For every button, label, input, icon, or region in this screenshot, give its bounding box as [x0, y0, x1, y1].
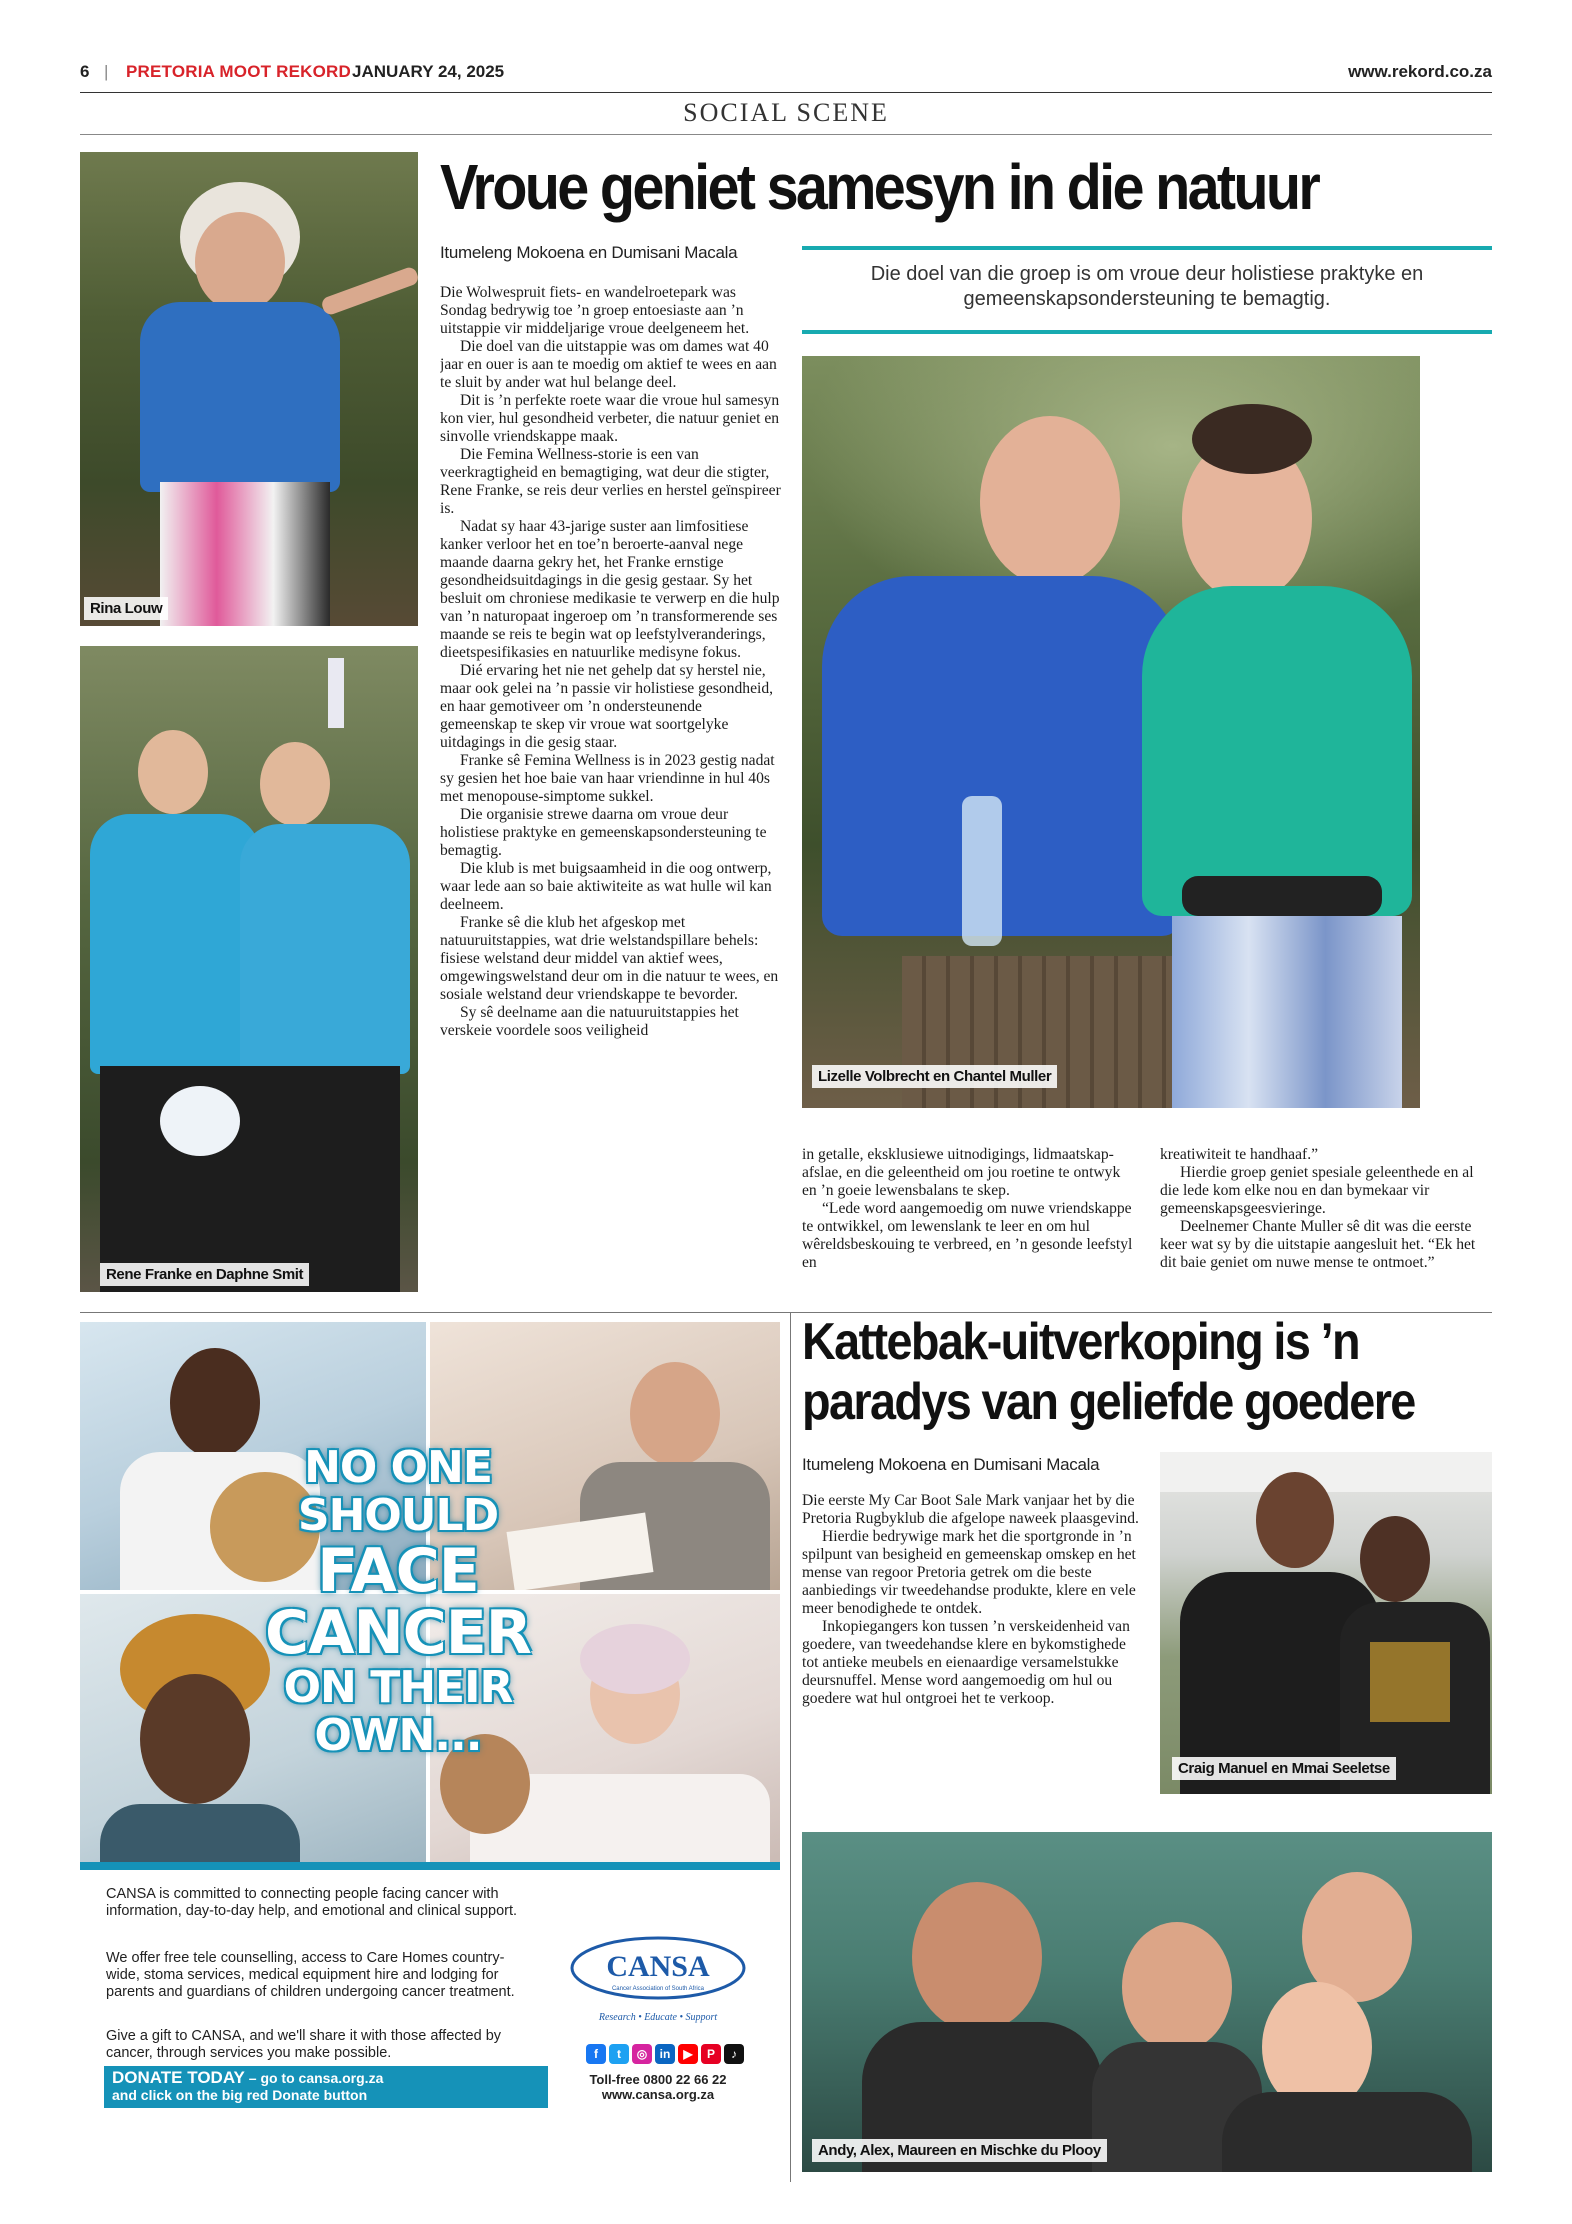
ad-paragraph: CANSA is committed to connecting people facing cancer with information, day-to-day help, and emotional and clinical support.	[106, 1886, 518, 1919]
article-paragraph: Dié ervaring het nie net gehelp dat sy herstel nie, maar ook gelei na ’n passie vir holistiese gesondheid, en haar gemotiveer om ’n ondersteunende gemeenskap te skep vir vroue wat soortgelyke uitdagings in die gesig staar.	[440, 662, 774, 751]
photo-water-bottle-shape	[962, 796, 1002, 946]
section-label: SOCIAL SCENE	[683, 98, 889, 127]
ad-photo-headscarf-shape	[580, 1624, 690, 1694]
article-paragraph: Die Wolwespruit fiets- en wandelroetepark was Sondag bedrywig toe ’n groep entoesiaste aan ’n uitstappie vir middeljarige vroue deelgeneem het.	[440, 284, 750, 337]
photo-rene-franke-daphne-smit	[80, 646, 418, 1292]
photo-leggings-shape	[1172, 916, 1402, 1108]
ad-slogan-line: NO ONE	[304, 1442, 492, 1493]
photo-face-shape	[1122, 1922, 1232, 2052]
pullquote: Die doel van die groep is om vroue deur holistiese praktyke en gemeenskapsondersteuning te bemagtig.	[870, 263, 1424, 310]
article-paragraph: Die Femina Wellness-storie is een van veerkragtigheid en bemagtiging, wat deur die stigter, Rene Franke, se reis deur verlies en herstel geïnspireer is.	[440, 446, 781, 517]
photo-caption: Lizelle Volbrecht en Chantel Muller	[812, 1065, 1057, 1088]
photo-face-shape	[1360, 1516, 1430, 1602]
donate-today-button[interactable]	[104, 2066, 548, 2108]
cansa-website[interactable]: www.cansa.org.za	[601, 2087, 715, 2102]
twitter-icon[interactable]: t	[609, 2044, 629, 2064]
publication-name: PRETORIA MOOT REKORD	[126, 62, 352, 81]
photo-rina-louw	[80, 152, 418, 626]
pullquote-rule-bottom	[802, 330, 1492, 334]
page-number: 6	[80, 62, 90, 81]
photo-face-shape	[912, 1882, 1042, 2032]
photo-shirt-shape	[240, 824, 410, 1074]
photo-shirt-shape	[822, 576, 1182, 936]
ad-slogan-line: CANCER	[265, 1598, 531, 1668]
photo-caption: Craig Manuel en Mmai Seeletse	[1172, 1757, 1396, 1780]
cansa-logo-subtext: Cancer Association of South Africa	[611, 1986, 705, 1992]
donate-line-1	[112, 2069, 540, 2087]
ad-paragraph: Give a gift to CANSA, and we'll share it with those affected by cancer, through services you make possible.	[106, 2028, 502, 2061]
article-body-column-1	[440, 284, 782, 1294]
instagram-icon[interactable]: ◎	[632, 2044, 652, 2064]
pinterest-icon[interactable]: P	[701, 2044, 721, 2064]
linkedin-icon[interactable]: in	[655, 2044, 675, 2064]
article-paragraph: Die klub is met buigsaamheid in die oog ontwerp, waar lede aan so baie aktiwiteite as wat hulle wil kan deelneem.	[440, 860, 772, 913]
article2-headline: Kattebak-uitverkoping is ’n paradys van geliefde goedere	[802, 1313, 1415, 1431]
photo-caption: Rene Franke en Daphne Smit	[100, 1263, 309, 1286]
article-paragraph: Hierdie groep geniet spesiale geleenthede en al die lede kom elke nou en dan bymekaar vir gemeenskapsgeesvieringe.	[1160, 1164, 1474, 1217]
ad-frame-top	[80, 1312, 790, 1313]
youtube-icon[interactable]: ▶	[678, 2044, 698, 2064]
article-paragraph: Franke sê Femina Wellness is in 2023 gestig nadat sy gesien het hoe baie van haar vriendinne in hul 40s met menopouse-simptome sukkel.	[440, 752, 775, 805]
header-rule	[80, 92, 1492, 93]
ad-photo-face-shape	[630, 1362, 720, 1466]
ad-slogan-line: ON THEIR	[283, 1662, 513, 1713]
website-link[interactable]: www.rekord.co.za	[1348, 62, 1492, 81]
donate-line-2: and click on the big red Donate button	[112, 2087, 368, 2103]
ad-divider-bar	[80, 1862, 780, 1870]
photo-cap-shape	[160, 1086, 240, 1156]
running-header	[80, 60, 1492, 90]
photo-arm-shape	[320, 265, 418, 316]
photo-shirt-print-shape	[1370, 1642, 1450, 1722]
photo-gazebo-shape	[1160, 1452, 1492, 1492]
article-paragraph: Die organisie strewe daarna om vroue deur holistiese praktyke en gemeenskapsondersteuning te bemagtig.	[440, 806, 767, 859]
cansa-tagline: Research • Educate • Support	[598, 2012, 718, 2023]
article-paragraph: Franke sê die klub het afgeskop met natuuruitstappies, wat drie welstandspillare behels: fisiese welstand deur middel van aktief wees, omgewingswelstand deur om in die natuur te wees, en sosiale welstand deur vriendskappe te bevorder.	[440, 914, 779, 1003]
photo-hair-shape	[1192, 404, 1312, 474]
photo-face-shape	[260, 742, 330, 826]
section-rule	[80, 134, 1492, 135]
pullquote-rule-top	[802, 246, 1492, 250]
ad-slogan	[228, 1444, 568, 1760]
ad-photo-shirt-shape	[100, 1804, 300, 1862]
photo-shirt-shape	[90, 814, 260, 1074]
photo-face-shape	[195, 212, 285, 312]
article2-paragraph: Inkopiegangers kon tussen ’n verskeidenheid van goedere, van tweedehandse klere en bykomstighede tot antieke meubels en eienaardige versamelstukke deursnuffel. Mense word aangemoedig om hul ou goedere wat hul ontgroei het te verkoop.	[802, 1618, 1130, 1707]
donate-url: – go to cansa.org.za	[244, 2070, 384, 2086]
photo-face-shape	[1256, 1472, 1334, 1568]
photo-du-plooy-family	[802, 1832, 1492, 2172]
donate-bold: DONATE TODAY	[112, 2068, 245, 2087]
photo-shirt-shape	[140, 302, 340, 492]
ad-slogan-line: SHOULD	[297, 1490, 499, 1541]
article-paragraph: “Lede word aangemoedig om nuwe vriendskappe te ontwikkel, om lewenslank te leer en om hul wêreldsbeskouing te verbreed, en ’n gesonde leefstyl en	[802, 1200, 1133, 1271]
article-paragraph: Nadat sy haar 43-jarige suster aan limfositiese kanker verloor het en toe’n beroerte-aanval nege maande daarna gekry het, het Franke ernstige gesondheidsuitdagings in die gesig gestaar. Sy het besluit om chroniese medikasie te verwerp en die hulp van ’n naturopaat ingeroep om ’n transformerende ses maande se reis te begin wat op leefstylveranderings, dieetspesifikasies en natuurlike medisyne fokus.	[440, 518, 780, 661]
header-separator: |	[104, 62, 109, 81]
social-icons	[580, 2044, 750, 2068]
article-paragraph: kreatiwiteit te handhaaf.”	[1160, 1146, 1319, 1163]
cansa-logo	[568, 1928, 748, 2008]
article-paragraph: in getalle, eksklusiewe uitnodigings, lidmaatskap-afslae, en die geleentheid om jou roetine te ontwyk en ’n goeie lewensbalans te skep.	[802, 1146, 1121, 1199]
photo-caption: Andy, Alex, Maureen en Mischke du Plooy	[812, 2139, 1107, 2162]
issue-date: JANUARY 24, 2025	[352, 62, 505, 81]
ad-paragraph: We offer free tele counselling, access to Care Homes country-wide, stoma services, medical equipment hire and lodging for parents and guardians of children undergoing cancer treatment.	[106, 1950, 515, 2000]
ad-photo-face-shape	[170, 1348, 260, 1458]
article-paragraph: Die doel van die uitstappie was om dames wat 40 jaar en ouer is aan te moedig om aktief te wees en aan te sluit by ander wat hul belange deel.	[440, 338, 777, 391]
photo-shirt-shape	[1142, 586, 1412, 916]
cansa-advert[interactable]	[80, 1322, 780, 2103]
photo-lizelle-volbrecht-chantel-muller	[802, 356, 1420, 1108]
photo-caption: Rina Louw	[84, 597, 168, 620]
photo-waistbag-shape	[1182, 876, 1382, 916]
cansa-logo-text: CANSA	[606, 1950, 710, 1983]
photo-shirt-shape	[1222, 2092, 1472, 2172]
photo-craig-manuel-mmai-seeletse	[1160, 1452, 1492, 1794]
article2-byline: Itumeleng Mokoena en Dumisani Macala	[802, 1455, 1100, 1474]
facebook-icon[interactable]: f	[586, 2044, 606, 2064]
article-paragraph: Dit is ’n perfekte roete waar die vroue hul samesyn kon vier, hul gesondheid verbeter, die natuur geniet en sinvolle vriendskappe maak.	[440, 392, 780, 445]
tollfree-number[interactable]: Toll-free 0800 22 66 22	[589, 2072, 727, 2087]
article-body-column-2	[802, 1146, 1134, 1296]
article-headline: Vroue geniet samesyn in die natuur	[440, 151, 1319, 223]
article2-paragraph: Die eerste My Car Boot Sale Mark vanjaar het by die Pretoria Rugbyklub die afgelope naweek plaasgevind.	[802, 1492, 1139, 1527]
article-paragraph: Sy sê deelname aan die natuuruitstappies het verskeie voordele soos veiligheid	[440, 1004, 739, 1039]
ad-slogan-line: FACE	[317, 1536, 479, 1606]
photo-face-shape	[980, 416, 1120, 586]
article2-paragraph: Hierdie bedrywige mark het die sportgronde in ’n spilpunt van besigheid en gemeenskap omskep en het mense van regoor Pretoria getrek om die beste aanbiedings vir tweedehandse produkte, klere en vele meer benodighede te ontdek.	[802, 1528, 1136, 1617]
photo-face-shape	[138, 730, 208, 814]
ad-frame-right	[790, 1312, 791, 2182]
article-byline: Itumeleng Mokoena en Dumisani Macala	[440, 243, 738, 262]
photo-signpost-shape	[328, 658, 344, 728]
article2-body	[802, 1492, 1142, 1812]
ad-slogan-line: OWN...	[314, 1710, 482, 1761]
photo-leggings-shape	[160, 482, 330, 626]
article-paragraph: Deelnemer Chante Muller sê dit was die eerste keer wat sy by die uitstapie aangesluit het. “Ek het dit baie geniet om nuwe mense te ontmoet.”	[1160, 1218, 1476, 1271]
photo-trousers-shape	[100, 1066, 400, 1292]
tiktok-icon[interactable]: ♪	[724, 2044, 744, 2064]
article-body-column-3	[1160, 1146, 1492, 1296]
